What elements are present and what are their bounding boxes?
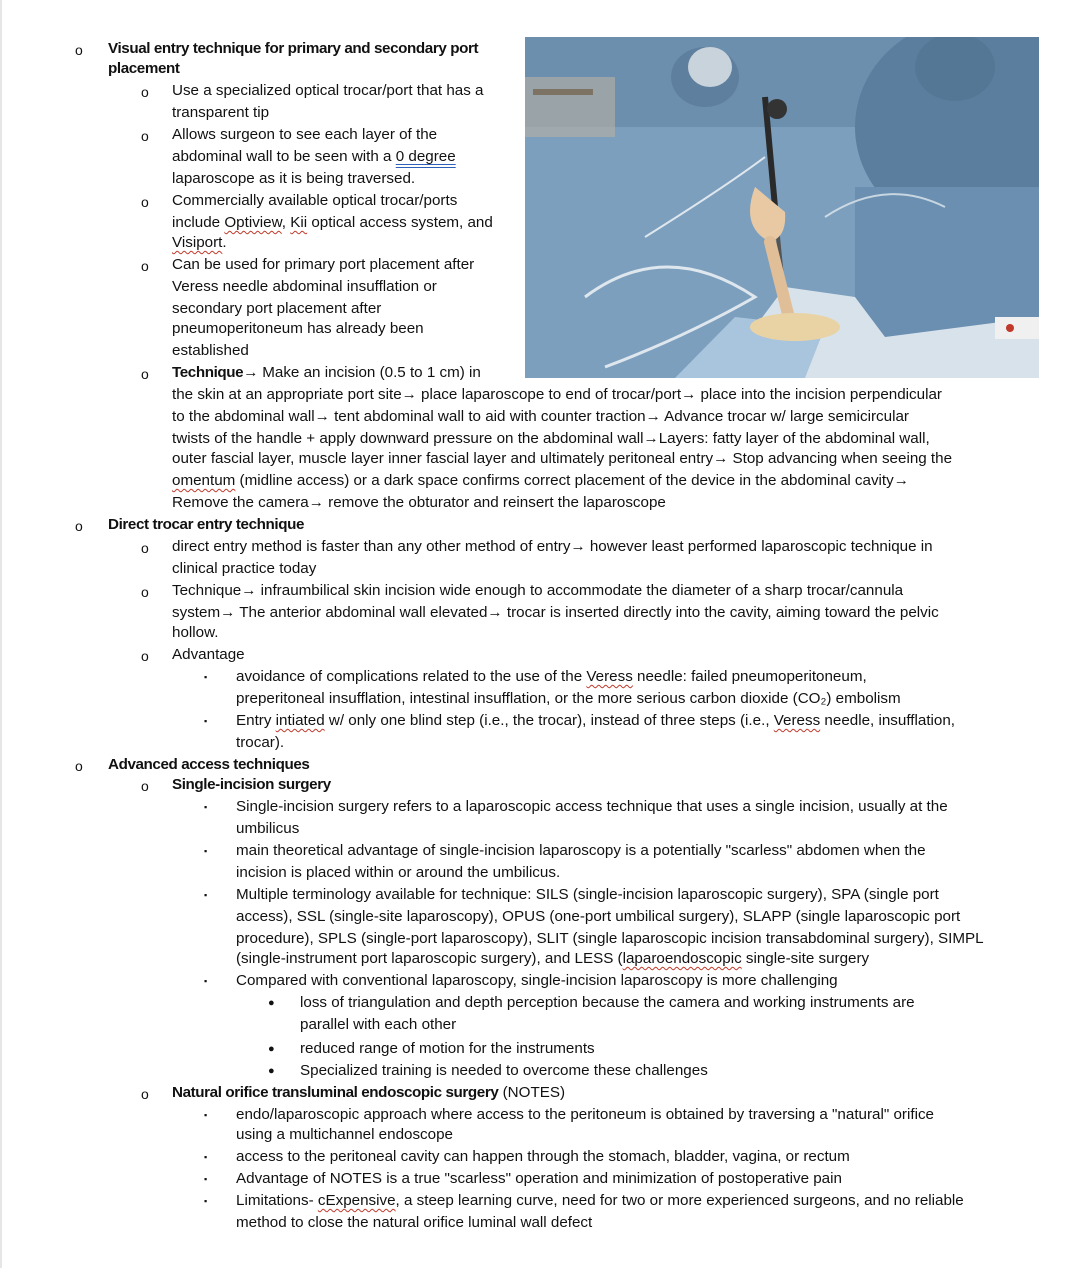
underlined-term: 0 degree xyxy=(395,148,456,165)
list-item: Advantage of NOTES is a true "scarless" operation and minimization of postoperative pain xyxy=(236,1170,842,1187)
list-item-continuation: outer fascial layer, muscle layer inner fascial layer and ultimately peritoneal entry→ Stop advancing when seeing the xyxy=(172,450,953,467)
bullet-marker-square: ▪ xyxy=(204,976,208,986)
page-left-edge xyxy=(0,0,2,1268)
list-item-continuation: hollow. xyxy=(172,624,219,641)
list-item: Commercially available optical trocar/ports xyxy=(172,192,458,209)
list-item: Can be used for primary port placement after xyxy=(172,256,475,273)
list-item: direct entry method is faster than any other method of entry→ however least performed laparoscopic technique in xyxy=(172,538,933,555)
bullet-marker-dot: ● xyxy=(268,997,275,1009)
list-item-continuation: the skin at an appropriate port site→ place laparoscope to end of trocar/port→ place into the incision perpendicular xyxy=(172,386,942,403)
bullet-marker-circle: o xyxy=(141,366,149,382)
list-item-continuation: pneumoperitoneum has already been xyxy=(172,320,424,337)
spellcheck-word: omentum xyxy=(172,472,236,489)
list-item-continuation: Veress needle abdominal insufflation or xyxy=(172,278,437,295)
list-item-continuation: transparent tip xyxy=(172,104,270,121)
bullet-marker-circle: o xyxy=(141,778,149,794)
bullet-marker-square: ▪ xyxy=(204,1174,208,1184)
list-item: loss of triangulation and depth perception because the camera and working instruments are xyxy=(300,994,915,1011)
spellcheck-word: Optiview xyxy=(224,214,282,231)
list-item-continuation: preperitoneal insufflation, intestinal insufflation, or the more serious carbon dioxide (CO₂) embolism xyxy=(236,690,901,707)
list-item: Limitations- cExpensive, a steep learning curve, need for two or more experienced surgeons, and no reliable xyxy=(236,1192,964,1209)
list-item-continuation: trocar). xyxy=(236,734,285,751)
list-item: Advantage xyxy=(172,646,245,663)
list-item: avoidance of complications related to the use of the Veress needle: failed pneumoperitoneum, xyxy=(236,668,867,685)
list-item: Specialized training is needed to overcome these challenges xyxy=(300,1062,708,1079)
list-item-continuation: (single-instrument port laparoscopic surgery), and LESS (laparoendoscopic single-site surgery xyxy=(236,950,870,967)
list-item: Compared with conventional laparoscopy, single-incision laparoscopy is more challenging xyxy=(236,972,838,989)
bullet-marker-circle: o xyxy=(75,42,83,58)
list-item: access to the peritoneal cavity can happen through the stomach, bladder, vagina, or rectum xyxy=(236,1148,850,1165)
list-item: Technique→ infraumbilical skin incision wide enough to accommodate the diameter of a sharp trocar/cannula xyxy=(172,582,904,599)
bullet-marker-square: ▪ xyxy=(204,846,208,856)
heading-advanced-access: Advanced access techniques xyxy=(108,756,310,773)
list-item: main theoretical advantage of single-incision laparoscopy is a potentially "scarless" abdomen when the xyxy=(236,842,926,859)
bullet-marker-circle: o xyxy=(141,1086,149,1102)
heading-visual-entry: Visual entry technique for primary and secondary port xyxy=(108,40,479,57)
bullet-marker-square: ▪ xyxy=(204,716,208,726)
heading-notes: Natural orifice transluminal endoscopic surgery (NOTES) xyxy=(172,1084,566,1101)
list-item: Single-incision surgery refers to a laparoscopic access technique that uses a single incision, usually at the xyxy=(236,798,948,815)
list-item-continuation: Remove the camera→ remove the obturator and reinsert the laparoscope xyxy=(172,494,666,511)
heading-single-incision: Single-incision surgery xyxy=(172,776,331,793)
bullet-marker-square: ▪ xyxy=(204,890,208,900)
bullet-marker-square: ▪ xyxy=(204,1196,208,1206)
bullet-marker-circle: o xyxy=(75,518,83,534)
list-item-continuation: procedure), SPLS (single-port laparoscopy), SLIT (single laparoscopic incision transabdominal surgery), SIMPL xyxy=(236,930,984,947)
list-item-continuation: twists of the handle + apply downward pressure on the abdominal wall→Layers: fatty layer of the abdominal wall, xyxy=(172,430,930,447)
list-item: Entry intiated w/ only one blind step (i.e., the trocar), instead of three steps (i.e., Veress needle, insufflation, xyxy=(236,712,956,729)
list-item: Multiple terminology available for technique: SILS (single-incision laparoscopic surgery), SPA (single port xyxy=(236,886,939,903)
list-item: reduced range of motion for the instruments xyxy=(300,1040,595,1057)
bullet-marker-circle: o xyxy=(141,648,149,664)
spellcheck-word: Veress xyxy=(586,668,633,685)
list-item: Allows surgeon to see each layer of the xyxy=(172,126,438,143)
bullet-marker-circle: o xyxy=(141,84,149,100)
list-item-continuation: established xyxy=(172,342,249,359)
list-item-continuation: umbilicus xyxy=(236,820,300,837)
bullet-marker-circle: o xyxy=(75,758,83,774)
spellcheck-word: Visiport xyxy=(172,234,223,251)
list-item-continuation: laparoscope as it is being traversed. xyxy=(172,170,416,187)
bullet-marker-circle: o xyxy=(141,584,149,600)
bullet-marker-square: ▪ xyxy=(204,1110,208,1120)
bullet-marker-circle: o xyxy=(141,258,149,274)
list-item-continuation: incision is placed within or around the umbilicus. xyxy=(236,864,561,881)
list-item-continuation: to the abdominal wall→ tent abdominal wall to aid with counter traction→ Advance trocar w/ large semicircular xyxy=(172,408,909,425)
spellcheck-word: laparoendoscopic xyxy=(622,950,742,967)
heading-visual-entry-line2: placement xyxy=(108,60,180,77)
spellcheck-word: cExpensive xyxy=(317,1192,396,1209)
bullet-marker-circle: o xyxy=(141,128,149,144)
list-item: Use a specialized optical trocar/port that has a xyxy=(172,82,484,99)
surgery-photo xyxy=(525,37,1039,378)
list-item: Technique→ Make an incision (0.5 to 1 cm) in xyxy=(172,364,481,381)
bullet-marker-square: ▪ xyxy=(204,672,208,682)
surgery-photo-illustration xyxy=(525,37,1039,378)
bullet-marker-square: ▪ xyxy=(204,1152,208,1162)
bullet-marker-dot: ● xyxy=(268,1043,275,1055)
bullet-marker-dot: ● xyxy=(268,1065,275,1077)
list-item-continuation: using a multichannel endoscope xyxy=(236,1126,453,1143)
bullet-marker-circle: o xyxy=(141,194,149,210)
list-item-continuation: parallel with each other xyxy=(300,1016,457,1033)
list-item-continuation: system→ The anterior abdominal wall elevated→ trocar is inserted directly into the cavity, aiming toward the pelvic xyxy=(172,604,939,621)
list-item-continuation: access), SSL (single-site laparoscopy), OPUS (one-port umbilical surgery), SLAPP (single laparoscopic port xyxy=(236,908,961,925)
list-item-continuation: include Optiview, Kii optical access system, and xyxy=(172,214,493,231)
list-item: endo/laparoscopic approach where access to the peritoneum is obtained by traversing a "natural" orifice xyxy=(236,1106,934,1123)
list-item-continuation: method to close the natural orifice luminal wall defect xyxy=(236,1214,593,1231)
bullet-marker-square: ▪ xyxy=(204,802,208,812)
list-item-continuation: omentum (midline access) or a dark space confirms correct placement of the device in the abdominal cavity→ xyxy=(172,472,909,489)
list-item-continuation: clinical practice today xyxy=(172,560,317,577)
spellcheck-word: intiated xyxy=(275,712,325,729)
bullet-marker-circle: o xyxy=(141,540,149,556)
heading-direct-trocar: Direct trocar entry technique xyxy=(108,516,305,533)
list-item-continuation: abdominal wall to be seen with a 0 degree xyxy=(172,148,456,165)
spellcheck-word: Veress xyxy=(773,712,821,729)
list-item-continuation: secondary port placement after xyxy=(172,300,382,317)
spellcheck-word: Kii xyxy=(290,214,308,231)
list-item-continuation: Visiport. xyxy=(172,234,227,251)
